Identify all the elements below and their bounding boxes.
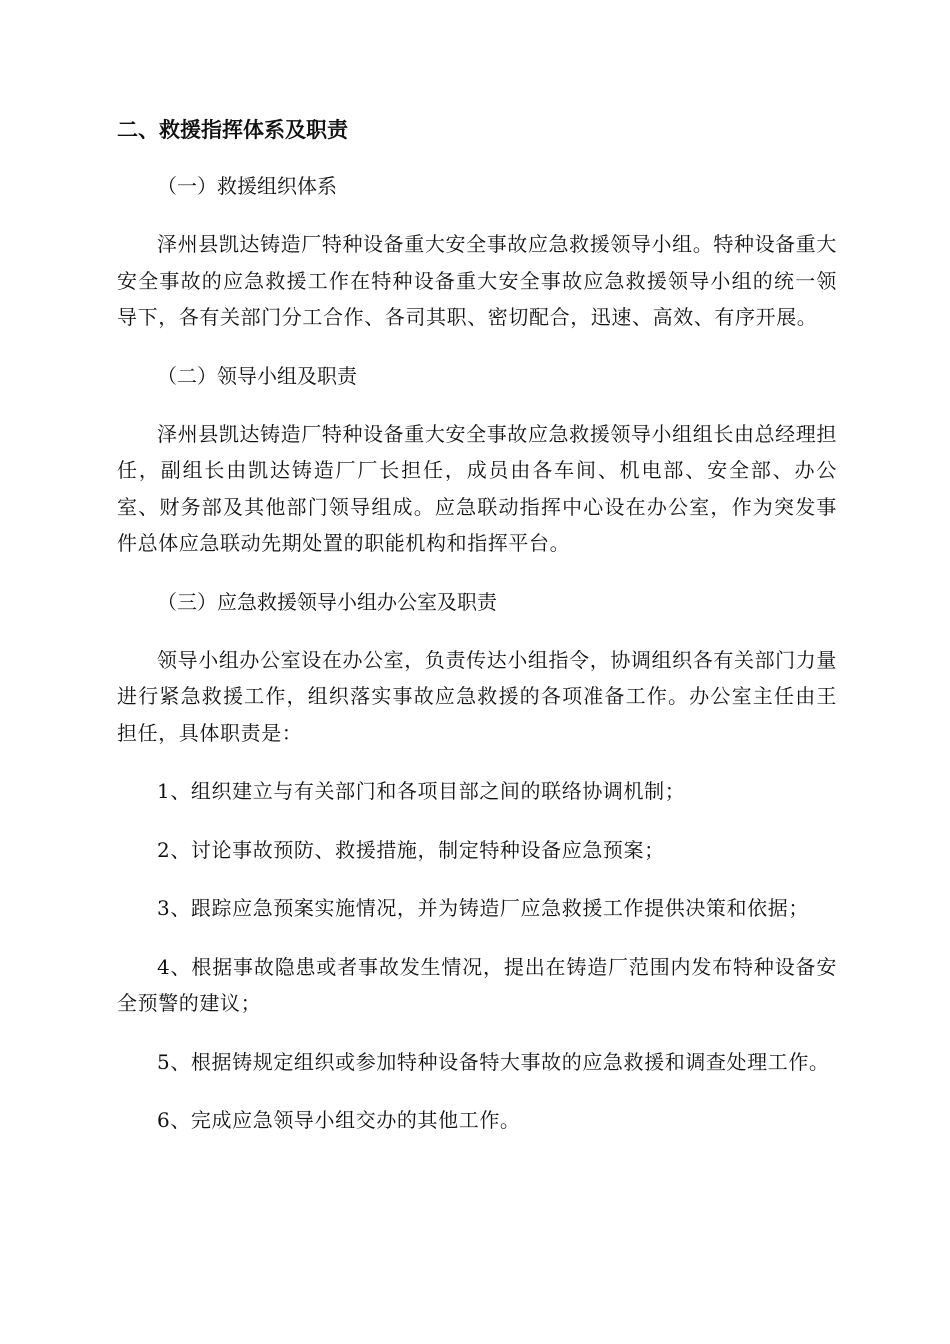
section-heading: 二、救援指挥体系及职责 [117,118,348,142]
duty-item-2: 2、讨论事故预防、救援措施，制定特种设备应急预案； [157,837,665,862]
document-body [117,114,837,1161]
duty-item-1: 1、组织建立与有关部门和各项目部之间的联络协调机制； [157,779,686,803]
subsection-title-leadership-group: （二）领导小组及职责 [157,363,357,388]
duty-item-3: 3、跟踪应急预案实施情况，并为铸造厂应急救援工作提供决策和依据； [157,896,809,920]
paragraph-group-office: 领导小组办公室设在办公室，负责传达小组指令，协调组织各有关部门力量进行紧急救援工作，组织落实事故应急救援的各项准备工作。办公室主任由王担任，具体职责是： [117,647,837,745]
paragraph-leadership-group: 泽州县凯达铸造厂特种设备重大安全事故应急救援领导小组组长由总经理担任，副组长由凯达铸造厂厂长担任，成员由各车间、机电部、安全部、办公室、财务部及其他部门领导组成。应急联动指挥中心设在办公室，作为突发事件总体应急联动先期处置的职能机构和指挥平台。 [117,421,837,555]
subsection-title-rescue-organization: （一）救援组织体系 [157,174,337,198]
paragraph-rescue-organization: 泽州县凯达铸造厂特种设备重大安全事故应急救援领导小组。特种设备重大安全事故的应急救援工作在特种设备重大安全事故应急救援领导小组的统一领导下，各有关部门分工合作、各司其职、密切配合，迅速、高效、有序开展。 [117,232,837,329]
subsection-title-group-office: （三）应急救援领导小组办公室及职责 [157,589,497,614]
duty-item-5: 5、根据铸规定组织或参加特种设备特大事故的应急救援和调查处理工作。 [157,1049,830,1074]
duty-item-6: 6、完成应急领导小组交办的其他工作。 [157,1108,521,1132]
duty-item-4: 4、根据事故隐患或者事故发生情况，提出在铸造厂范围内发布特种设备安全预警的建议； [117,954,837,1015]
